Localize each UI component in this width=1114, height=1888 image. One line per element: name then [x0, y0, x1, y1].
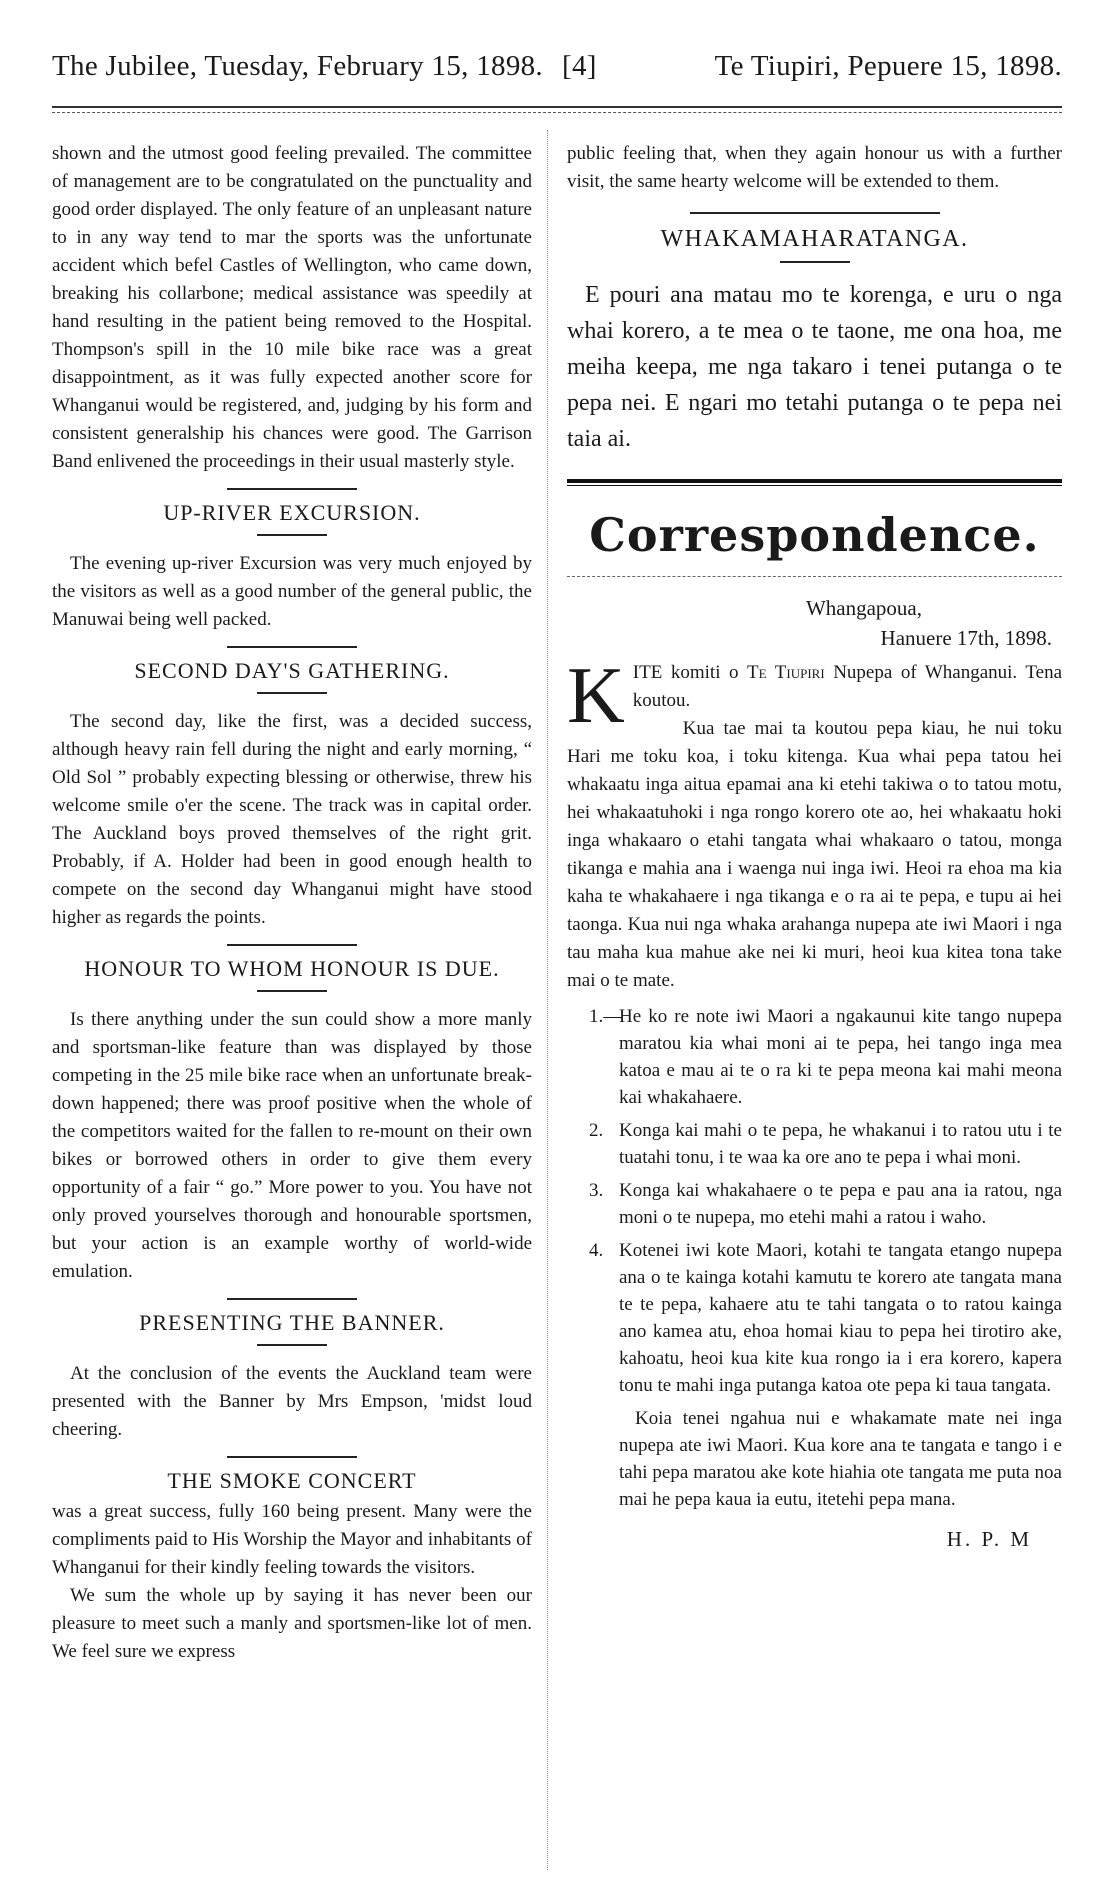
list-item [567, 1117, 1062, 1171]
second-day-body: The second day, like the first, was a decided success, although heavy rain fell during the night and early morning, “ Old Sol ” probably expecting blessing or otherwise, threw his welcome smile o'er the scene. The track was in capital order. The Auckland boys proved themselves of the right grit. Probably, if A. Holder had been in good enough health to compete on the second day Whanganui might have stood higher as regards the points. [52, 711, 532, 928]
dashed-rule [567, 576, 1062, 577]
list-item-text: Konga kai mahi o te pepa, he whakanui i to ratou utu i te tuatahi tonu, i te waa ka ore ano te pepa i whai moni. [619, 1120, 1062, 1168]
drop-cap: K [567, 652, 625, 740]
column-divider [547, 130, 548, 1870]
heading-smoke-concert: THE SMOKE CONCERT [167, 1468, 417, 1493]
salutation-mid: komiti o [662, 662, 748, 683]
letter-closing: Koia tenei ngahua nui e whakamate mate nei inga nupepa ate iwi Maori. Kua kore ana te tangata e tango i e tahi pepa maratou ake kote hiahia ote tangata me puta noa mai he pepa kaua ia eutu, itetehi pepa mana. [619, 1408, 1062, 1510]
letter-paragraph-1: Kua tae mai ta koutou pepa kiau, he nui toku Hari me toku koa, i toku kitenga. Kua whai pepa tatou hei whakaatu inga aitua epamai ana ki etehi takiwa o to tatou motu, hei whakaatuhoki i nga rongo korero ote ao, hei whakaatu hoki inga whakaaro o etahi tangata whai whakaaro o tatou, monga tikanga e mahia ana i waenga nui inga iwi. Heoi ra ehoa ma kia kaha te whakahaere i nga tikanga e o ra ai te pepa, e tupu ai hei taonga. Kua nui nga whaka arahanga nupepa ate iwi Maori i nga tau maha kua mahue ake nei ki muri, heoi kua kitea tona take mai o te mate. [567, 718, 1062, 991]
correspondence-title: Correspondence. [589, 508, 1040, 562]
smoke-concert-body-2: We sum the whole up by saying it has never been our pleasure to meet such a manly and sportsmen-like lot of men. We feel sure we express [52, 1585, 532, 1662]
heading-underline [257, 534, 327, 536]
banner-body: At the conclusion of the events the Auckland team were presented with the Banner by Mrs Empson, 'midst loud cheering. [52, 1363, 532, 1440]
letter-address-place: Whangapoua, [805, 596, 922, 620]
smoke-concert-body: was a great success, fully 160 being present. Many were the compliments paid to His Worship the Mayor and inhabitants of Whanganui for their kindly feeling towards the visitors. [52, 1501, 532, 1578]
header-rule [52, 106, 1062, 108]
list-item [567, 1003, 1062, 1111]
left-column [52, 140, 532, 1666]
salutation-paper-name: Te Tiupiri [747, 662, 825, 683]
heading-underline [257, 1344, 327, 1346]
sports-report-continuation: shown and the utmost good feeling prevailed. The committee of management are to be congratulated on the punctuality and good order displayed. The only feature of an unpleasant nature to in any way tend to mar the sports was the unfortunate accident which befel Castles of Wellington, who came down, breaking his collarbone; medical assistance was speedily at hand resulting in the patient being removed to the Hospital. Thompson's spill in the 10 mile bike race was a great disappointment, as it was fully expected another score for Whanganui would be registered, and, judging by his form and consistent generalship his chances were good. The Garrison Band enlivened the proceedings in their usual masterly style. [52, 143, 532, 472]
heading-presenting-banner: PRESENTING THE BANNER. [139, 1310, 445, 1335]
salutation-end: Nupepa of Whanganui. Tena koutou. [632, 662, 1062, 711]
heading-second-day: SECOND DAY'S GATHERING. [134, 658, 450, 683]
list-item [567, 1177, 1062, 1231]
salutation-start: ITE [632, 662, 663, 683]
header-dashed-rule [52, 112, 1062, 113]
heading-underline [780, 261, 850, 263]
list-item-text: He ko re note iwi Maori a ngakaunui kite tango nupepa maratou kia whai moni ai te pepa, hei tango inga mea katoa e mau ai te o ra ki te pepa meona kai mahi meona kai whakahaere. [619, 1006, 1062, 1108]
list-item [567, 1237, 1062, 1399]
section-separator [227, 488, 357, 490]
section-separator [227, 646, 357, 648]
section-separator [227, 1298, 357, 1300]
up-river-body: The evening up-river Excursion was very much enjoyed by the visitors as well as a good number of the general public, the Manuwai being well packed. [52, 553, 532, 630]
heading-up-river-excursion: UP-RIVER EXCURSION. [163, 500, 421, 525]
section-separator [690, 212, 940, 214]
heading-underline [257, 692, 327, 694]
letter-address-date: Hanuere 17th, 1898. [880, 626, 1052, 650]
honour-body: Is there anything under the sun could show a more manly and sportsman-like feature than was displayed by those competing in the 25 mile bike race when an unfortunate break-down happened; there was proof positive when the whole of the competitors waited for the fallen to re-mount on their own bikes or borrowed others in order to give them every opportunity of a fair “ go.” More power to you. You have not only proved yourselves thorough and honourable sportsmen, but your action is an example worthy of world-wide emulation. [52, 1009, 532, 1282]
page-number: [4] [562, 50, 597, 82]
header-english-date: The Jubilee, Tuesday, February 15, 1898. [52, 50, 543, 82]
thick-section-rule [567, 479, 1062, 486]
list-item-number: 3. [589, 1180, 604, 1201]
visit-continuation: public feeling that, when they again honour us with a further visit, the same hearty welcome will be extended to them. [567, 143, 1062, 192]
header-maori-date: Te Tiupiri, Pepuere 15, 1898. [714, 50, 1062, 82]
heading-honour: HONOUR TO WHOM HONOUR IS DUE. [84, 956, 500, 981]
heading-underline [257, 990, 327, 992]
list-item-number: 1.— [589, 1006, 623, 1027]
letter-salutation [567, 652, 1062, 995]
list-item-text: Konga kai whakahaere o te pepa e pau ana ia ratou, nga moni o te nupepa, mo etehi mahi a ratou i waho. [619, 1180, 1062, 1228]
list-item-number: 2. [589, 1120, 604, 1141]
notice-body: E pouri ana matau mo te korenga, e uru o nga whai korero, a te mea o te taone, me ona hoa, me meiha keepa, me nga takaro i tenei putanga o te pepa nei. E ngari mo tetahi putanga o te pepa nei taia ai. [567, 282, 1062, 452]
heading-whakamaharatanga: WHAKAMAHARATANGA. [660, 226, 969, 252]
section-separator [227, 944, 357, 946]
list-item-text: Kotenei iwi kote Maori, kotahi te tangata etango nupepa ana o te kainga kotahi kamutu te korero ate tangata mana te te pepa, kahaere atu te tahi tangata o to ratou kainga ano kamea atu, ehoa homai kiau to pepa hei tirotiro ake, kahoatu, heoi kua kite kua rongo ia i era korero, kapera tonu te mahi inga putanga katoa ote pepa ki taua tangata. [619, 1240, 1062, 1396]
page-header [52, 50, 1062, 90]
letter-signature: H. P. M [946, 1527, 1032, 1551]
list-item-number: 4. [589, 1240, 604, 1261]
section-separator [227, 1456, 357, 1458]
right-column [567, 140, 1062, 1552]
